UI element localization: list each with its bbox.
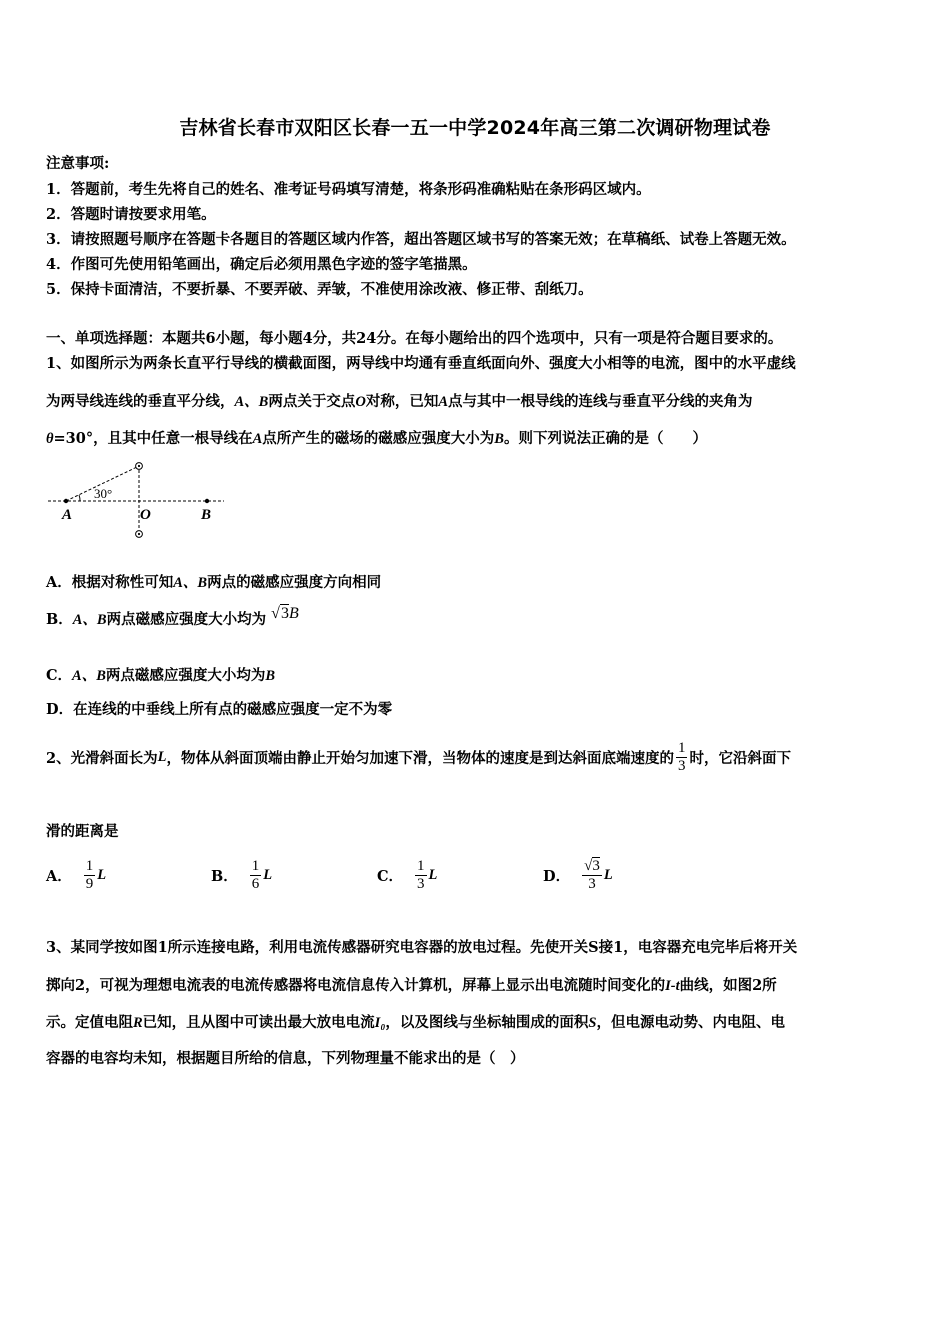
q1-var: O (355, 394, 366, 410)
q3-stem-line3 (46, 1011, 785, 1032)
notice-item: 2．答题时请按要求用笔。 (46, 206, 216, 223)
radicand: 3 (592, 858, 600, 874)
q3-stem-line1: 3、某同学按如图1所示连接电路，利用电流传感器研究电容器的放电过程。先使开关S接1，电容器充电完毕后将开关 (46, 939, 798, 956)
q1-stem-line1: 1、如图所示为两条长直平行导线的横截面图，两导线中均通有垂直纸面向外、强度大小相等的电流，图中的水平虚线 (46, 355, 796, 372)
radical-sign: √ (271, 605, 280, 622)
q2-option-d[interactable] (543, 858, 613, 893)
q2-var: L (263, 867, 273, 883)
q3-text: 曲线，如图2所 (679, 977, 777, 994)
q1-var: B (288, 605, 299, 622)
q1-text: =30°，且其中任意一根导线在 (53, 430, 253, 447)
angle-arc (79, 495, 80, 501)
q1-text: 两点磁感应强度大小均为 (106, 611, 267, 628)
q2-option-c[interactable] (377, 858, 437, 893)
q1-text: 点所产生的磁场的磁感应强度大小为 (262, 430, 495, 447)
q1-var: B (494, 431, 504, 447)
fraction-denominator: 3 (417, 876, 425, 892)
q2-option-a[interactable] (46, 858, 106, 893)
q1-text: 点与其中一根导线的连线与垂直平分线的夹角为 (448, 393, 753, 410)
q2-stem-line1 (46, 740, 791, 775)
q1-option-c[interactable] (46, 664, 275, 685)
q1-text: 两点磁感应强度大小均为 (105, 667, 266, 684)
fraction-numerator: 1 (251, 858, 260, 874)
point-a-label: A (62, 507, 73, 523)
point-b-label: B (201, 507, 212, 523)
q1-var: A (438, 394, 448, 410)
q3-text: 示。定值电阻 (46, 1014, 133, 1031)
q1-text: B． (46, 611, 73, 628)
q1-var: A、B (72, 612, 107, 628)
option-label: B． (211, 868, 238, 885)
q1-option-b[interactable] (46, 605, 299, 629)
radical-sign: √ (584, 858, 593, 874)
fraction (415, 858, 427, 893)
page-title: 吉林省长春市双阳区长春一五一中学2024年高三第二次调研物理试卷 (179, 117, 771, 139)
option-label: D． (543, 868, 571, 885)
q2-option-b[interactable] (211, 858, 272, 893)
fraction-numerator: 1 (677, 740, 686, 756)
q2-var: L (157, 749, 167, 765)
q1-text: C． (46, 667, 73, 684)
q1-text: A．根据对称性可知 (46, 574, 174, 591)
fraction (250, 858, 262, 893)
option-label: C． (377, 868, 404, 885)
q1-text: 两点关于交点 (268, 393, 356, 410)
wire-top-dot (138, 465, 140, 467)
q2-var: L (428, 867, 438, 883)
q3-var: R (133, 1015, 143, 1031)
q3-text: ，但电源电动势、内电阻、电 (596, 1014, 785, 1031)
q1-var: A、B (173, 575, 208, 591)
q2-stem-line2: 滑的距离是 (46, 823, 119, 840)
q3-var: S (588, 1015, 597, 1031)
q3-var: I-t (665, 978, 680, 994)
fraction-numerator (582, 858, 602, 876)
q3-text: ，以及图线与坐标轴围成的面积 (385, 1014, 589, 1031)
point-o-label: O (140, 507, 151, 523)
wire-bottom-dot (138, 533, 140, 535)
q1-stem-line2 (46, 390, 753, 411)
q3-stem-line4: 容器的电容均未知，根据题目所给的信息，下列物理量不能求出的是（ ） (46, 1050, 525, 1067)
q2-var: L (97, 867, 107, 883)
fraction-numerator: 1 (417, 858, 425, 874)
q1-option-a[interactable] (46, 571, 381, 592)
q1-stem-line3 (46, 427, 707, 448)
angle-label: 30° (94, 486, 113, 501)
q1-option-d[interactable]: D．在连线的中垂线上所有点的磁感应强度一定不为零 (46, 701, 393, 718)
fraction-one-third (676, 740, 688, 775)
q1-var: A、B (234, 394, 269, 410)
q1-var: B (265, 668, 276, 684)
radicand: 3 (280, 605, 289, 622)
q3-stem-line2 (46, 974, 777, 995)
q1-figure (44, 456, 234, 542)
point-a-dot (64, 499, 68, 503)
q2-text: ，物体从斜面顶端由静止开始匀加速下滑，当物体的速度是到达斜面底端速度的 (166, 750, 674, 767)
fraction-denominator: 9 (85, 876, 94, 892)
notice-item: 5．保持卡面清洁，不要折暴、不要弄破、弄皱，不准使用涂改液、修正带、刮纸刀。 (46, 281, 593, 298)
q1-text: 两点的磁感应强度方向相同 (207, 574, 382, 591)
q2-text: 2、光滑斜面长为 (46, 750, 158, 767)
fraction-denominator: 6 (251, 876, 260, 892)
q2-text: 时，它沿斜面下 (689, 750, 791, 767)
q3-text: 掷向2，可视为理想电流表的电流传感器将电流信息传入计算机，屏幕上显示出电流随时间变化的 (46, 977, 666, 994)
sqrt3-b (271, 605, 299, 622)
notice-item: 4．作图可先使用铅笔画出，确定后必须用黑色字迹的签字笔描黑。 (46, 256, 477, 273)
fraction-denominator: 3 (588, 876, 596, 892)
section-heading: 一、单项选择题：本题共6小题，每小题4分，共24分。在每小题给出的四个选项中，只有一项是符合题目要求的。 (46, 330, 783, 347)
fraction-numerator: 1 (85, 858, 94, 874)
q1-var: A (252, 431, 263, 447)
q1-text: 。则下列说法正确的是（ ） (503, 430, 707, 447)
q1-var: θ (46, 431, 54, 447)
fraction (84, 858, 96, 893)
q1-text: 对称，已知 (365, 393, 439, 410)
q1-var: A、B (72, 668, 106, 684)
q2-var: L (603, 867, 613, 883)
q3-text: 已知，且从图中可读出最大放电电流 (142, 1014, 375, 1031)
fraction (582, 858, 602, 893)
notice-item: 1．答题前，考生先将自己的姓名、准考证号码填写清楚，将条形码准确粘贴在条形码区域内。 (46, 181, 651, 198)
q1-text: 为两导线连线的垂直平分线， (46, 393, 235, 410)
option-label: A． (46, 868, 72, 885)
q3-var: I₀ (374, 1015, 386, 1031)
point-b-dot (205, 499, 209, 503)
notice-item: 3．请按照题号顺序在答题卡各题目的答题区域内作答，超出答题区域书写的答案无效；在草稿纸、试卷上答题无效。 (46, 231, 796, 248)
fraction-denominator: 3 (677, 758, 686, 774)
notice-heading: 注意事项: (46, 155, 110, 172)
